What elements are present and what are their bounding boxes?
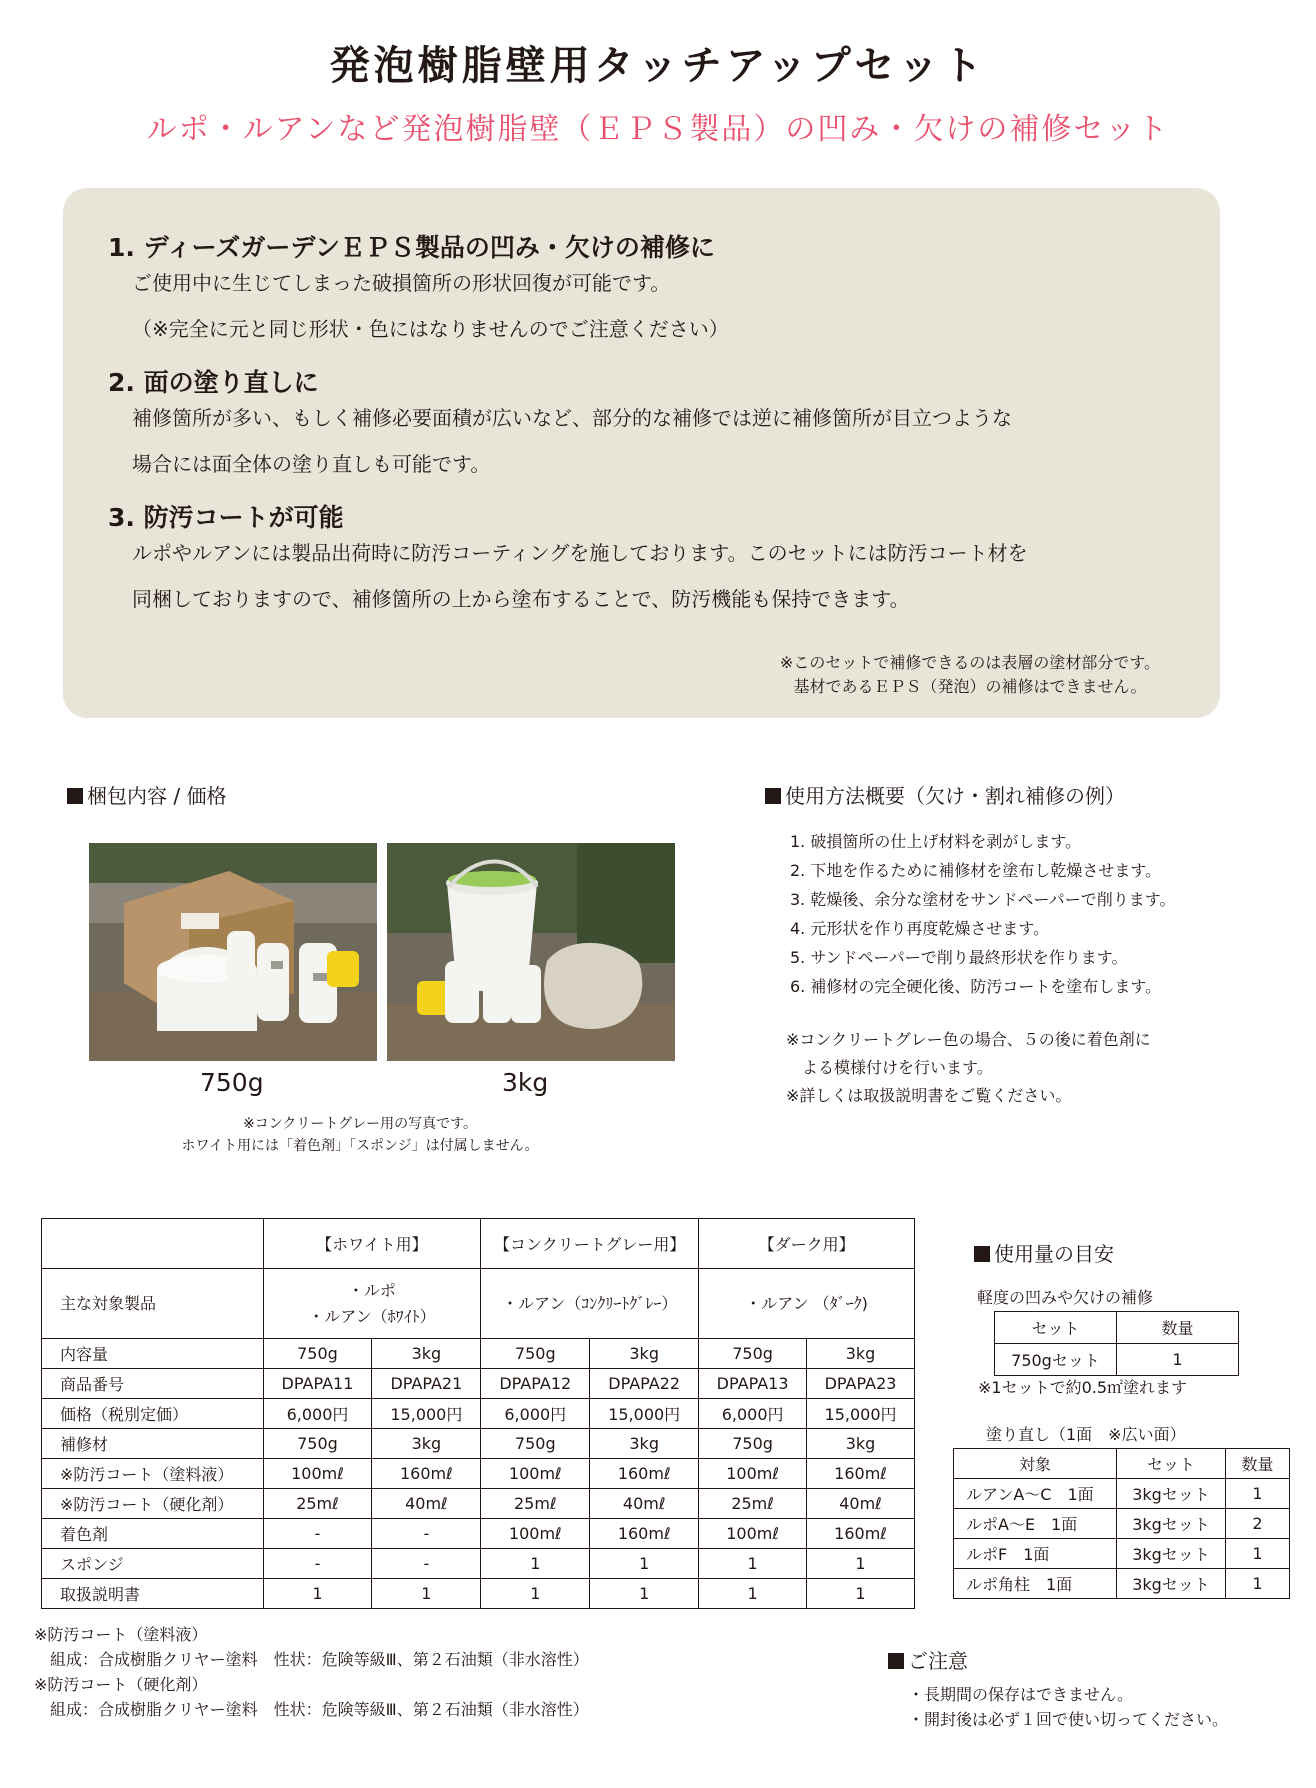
group-white: 【ホワイト用】 bbox=[263, 1219, 481, 1269]
table-row: ルポ角柱 1面 3kgセット 1 bbox=[954, 1569, 1290, 1599]
table-cell: 160mℓ bbox=[590, 1459, 699, 1489]
usage-steps bbox=[790, 827, 1175, 1001]
row-label: 着色剤 bbox=[42, 1519, 264, 1549]
repaint-table bbox=[953, 1448, 1290, 1599]
caution-item: ・開封後は必ず１回で使い切ってください。 bbox=[908, 1710, 1229, 1729]
table-cell: 25mℓ bbox=[699, 1489, 807, 1519]
table-cell: 1 bbox=[481, 1579, 590, 1609]
table-cell: 100mℓ bbox=[263, 1459, 372, 1489]
header-cell: セット bbox=[1117, 1449, 1226, 1479]
table-cell: 1 bbox=[590, 1579, 699, 1609]
product-table bbox=[41, 1218, 915, 1609]
table-row bbox=[42, 1519, 915, 1549]
table-row bbox=[42, 1579, 915, 1609]
table-row bbox=[42, 1339, 915, 1369]
header-cell: 数量 bbox=[1226, 1449, 1290, 1479]
table-cell: 3kg bbox=[807, 1429, 915, 1459]
table-cell: 160mℓ bbox=[807, 1459, 915, 1489]
table-cell: 160mℓ bbox=[807, 1519, 915, 1549]
table-row bbox=[995, 1344, 1239, 1376]
table-cell: DPAPA11 bbox=[263, 1369, 372, 1399]
group-dark: 【ダーク用】 bbox=[699, 1219, 915, 1269]
row-label: 商品番号 bbox=[42, 1369, 264, 1399]
table-cell: 1 bbox=[481, 1549, 590, 1579]
square-bullet-icon bbox=[765, 788, 781, 804]
table-cell: 40mℓ bbox=[807, 1489, 915, 1519]
table-cell: DPAPA22 bbox=[590, 1369, 699, 1399]
light-repair-table bbox=[994, 1311, 1239, 1376]
target-concrete-grey: ・ルアン（ｺﾝｸﾘｰﾄｸﾞﾚｰ） bbox=[481, 1269, 699, 1339]
table-cell: DPAPA13 bbox=[699, 1369, 807, 1399]
table-cell: - bbox=[372, 1519, 481, 1549]
light-repair-title: 軽度の凹みや欠けの補修 bbox=[977, 1288, 1154, 1307]
table-cell: 3kg bbox=[372, 1339, 481, 1369]
table-cell: - bbox=[372, 1549, 481, 1579]
feature-heading-2: 2. 面の塗り直しに bbox=[108, 368, 319, 397]
table-cell: 25mℓ bbox=[263, 1489, 372, 1519]
table-cell: 750g bbox=[481, 1429, 590, 1459]
usage-step: 2. 下地を作るために補修材を塗布し乾燥させます。 bbox=[790, 861, 1162, 880]
table-row: ルアンA～C 1面 3kgセット 1 bbox=[954, 1479, 1290, 1509]
table-cell: DPAPA21 bbox=[372, 1369, 481, 1399]
table-cell: 750g bbox=[263, 1429, 372, 1459]
table-cell: 1 bbox=[807, 1579, 915, 1609]
table-header-row bbox=[995, 1312, 1239, 1344]
table-cell: 6,000円 bbox=[699, 1399, 807, 1429]
target-dark: ・ルアン （ﾀﾞｰｸ) bbox=[699, 1269, 915, 1339]
usage-step: 5. サンドペーパーで削り最終形状を作ります。 bbox=[790, 948, 1128, 967]
usage-step: 4. 元形状を作り再度乾燥させます。 bbox=[790, 919, 1050, 938]
row-label: 主な対象製品 bbox=[42, 1269, 264, 1339]
repaint-title: 塗り直し（1面 ※広い面） bbox=[986, 1425, 1186, 1444]
table-cell: - bbox=[263, 1549, 372, 1579]
table-cell: 1 bbox=[1117, 1344, 1239, 1376]
feature-body-3: ルポやルアンには製品出荷時に防汚コーティングを施しております。このセットには防汚コート材を 同梱しておりますので、補修箇所の上から塗布することで、防汚機能も保持できます。 bbox=[132, 541, 1028, 611]
row-label: 価格（税別定価） bbox=[42, 1399, 264, 1429]
feature-note: ※このセットで補修できるのは表層の塗材部分です。 基材であるＥＰＳ（発泡）の補修はできません。 bbox=[779, 653, 1161, 696]
row-label: 内容量 bbox=[42, 1339, 264, 1369]
table-cell: - bbox=[263, 1519, 372, 1549]
caption-3kg: 3kg bbox=[502, 1068, 549, 1097]
table-cell: 160mℓ bbox=[372, 1459, 481, 1489]
square-bullet-icon bbox=[888, 1653, 904, 1669]
table-cell: 1 bbox=[699, 1579, 807, 1609]
square-bullet-icon bbox=[974, 1246, 990, 1262]
caution-item: ・長期間の保存はできません。 bbox=[908, 1685, 1133, 1704]
page-title: 発泡樹脂壁用タッチアップセット bbox=[329, 42, 987, 89]
feature-heading-3: 3. 防汚コートが可能 bbox=[108, 503, 344, 532]
usage-step: 3. 乾燥後、余分な塗材をサンドペーパーで削ります。 bbox=[790, 890, 1176, 909]
table-cell: 15,000円 bbox=[372, 1399, 481, 1429]
table-cell: 1 bbox=[699, 1549, 807, 1579]
table-row bbox=[42, 1489, 915, 1519]
table-body bbox=[42, 1339, 915, 1609]
usage-amount-heading: 使用量の目安 bbox=[974, 1238, 1114, 1267]
table-row bbox=[42, 1369, 915, 1399]
table-cell: 1 bbox=[372, 1579, 481, 1609]
table-cell: 15,000円 bbox=[807, 1399, 915, 1429]
table-corner bbox=[42, 1219, 264, 1269]
table-row-targets bbox=[42, 1269, 915, 1339]
table-cell: DPAPA23 bbox=[807, 1369, 915, 1399]
page-subtitle: ルポ・ルアンなど発泡樹脂壁（ＥＰＳ製品）の凹み・欠けの補修セット bbox=[146, 112, 1170, 147]
table-cell: 25mℓ bbox=[481, 1489, 590, 1519]
square-bullet-icon bbox=[67, 788, 83, 804]
table-cell: 15,000円 bbox=[590, 1399, 699, 1429]
table-cell: 750g bbox=[699, 1429, 807, 1459]
table-cell: 1 bbox=[807, 1549, 915, 1579]
feature-body-1: ご使用中に生じてしまった破損箇所の形状回復が可能です。 （※完全に元と同じ形状・色にはなりませんのでご注意ください） bbox=[132, 271, 729, 341]
usage-step: 1. 破損箇所の仕上げ材料を剥がします。 bbox=[790, 832, 1082, 851]
table-row bbox=[42, 1459, 915, 1489]
footnotes: ※防汚コート（塗料液） 組成：合成樹脂クリヤー塗料 性状：危険等級Ⅲ、第２石油類（非水溶性） ※防汚コート（硬化剤） 組成：合成樹脂クリヤー塗料 性状：危険等級Ⅲ、第２石油類（非水溶性） bbox=[34, 1625, 589, 1719]
table-cell: 750gセット bbox=[995, 1344, 1117, 1376]
table-cell: DPAPA12 bbox=[481, 1369, 590, 1399]
table-cell: 40mℓ bbox=[590, 1489, 699, 1519]
caution-heading: ご注意 bbox=[888, 1645, 968, 1674]
caption-750g: 750g bbox=[200, 1068, 264, 1097]
target-white: ・ルポ ・ルアン（ﾎﾜｲﾄ） bbox=[263, 1269, 481, 1339]
table-cell: 160mℓ bbox=[590, 1519, 699, 1549]
packaging-heading: 梱包内容 / 価格 bbox=[67, 780, 226, 809]
table-cell: 3kg bbox=[807, 1339, 915, 1369]
table-cell: 40mℓ bbox=[372, 1489, 481, 1519]
feature-body-2: 補修箇所が多い、もしく補修必要面積が広いなど、部分的な補修では逆に補修箇所が目立つような 場合には面全体の塗り直しも可能です。 bbox=[132, 406, 1012, 476]
caution-list bbox=[908, 1682, 1228, 1732]
table-row bbox=[42, 1399, 915, 1429]
photo-3kg bbox=[387, 843, 675, 1061]
photo-750g bbox=[89, 843, 377, 1061]
usage-heading: 使用方法概要（欠け・割れ補修の例） bbox=[765, 780, 1125, 809]
row-label: ※防汚コート（塗料液） bbox=[42, 1459, 264, 1489]
table-cell: 750g bbox=[481, 1339, 590, 1369]
table-row bbox=[42, 1549, 915, 1579]
table-cell: 6,000円 bbox=[481, 1399, 590, 1429]
table-cell: 3kg bbox=[590, 1339, 699, 1369]
table-cell: 100mℓ bbox=[699, 1459, 807, 1489]
header-cell: 数量 bbox=[1117, 1312, 1239, 1344]
table-cell: 3kg bbox=[372, 1429, 481, 1459]
table-cell: 1 bbox=[263, 1579, 372, 1609]
usage-step: 6. 補修材の完全硬化後、防汚コートを塗布します。 bbox=[790, 977, 1162, 996]
table-cell: 6,000円 bbox=[263, 1399, 372, 1429]
table-cell: 1 bbox=[590, 1549, 699, 1579]
light-repair-note: ※1セットで約0.5㎡塗れます bbox=[978, 1378, 1188, 1397]
table-cell: 750g bbox=[699, 1339, 807, 1369]
header-cell: 対象 bbox=[954, 1449, 1117, 1479]
row-label: スポンジ bbox=[42, 1549, 264, 1579]
feature-heading-1: 1. ディーズガーデンＥＰＳ製品の凹み・欠けの補修に bbox=[108, 233, 715, 262]
row-label: 取扱説明書 bbox=[42, 1579, 264, 1609]
table-row: ルポF 1面 3kgセット 1 bbox=[954, 1539, 1290, 1569]
table-cell: 100mℓ bbox=[699, 1519, 807, 1549]
table-header-row bbox=[42, 1219, 915, 1269]
table-row bbox=[42, 1429, 915, 1459]
header-cell: セット bbox=[995, 1312, 1117, 1344]
photo-note: ※コンクリートグレー用の写真です。 ホワイト用には「着色剤」「スポンジ」は付属しません。 bbox=[181, 1116, 539, 1154]
row-label: 補修材 bbox=[42, 1429, 264, 1459]
table-header-row bbox=[954, 1449, 1290, 1479]
table-cell: 100mℓ bbox=[481, 1519, 590, 1549]
row-label: ※防汚コート（硬化剤） bbox=[42, 1489, 264, 1519]
group-concrete-grey: 【コンクリートグレー用】 bbox=[481, 1219, 699, 1269]
usage-notes: ※コンクリートグレー色の場合、５の後に着色剤に よる模様付けを行います。 ※詳しくは取扱説明書をご覧ください。 bbox=[786, 1030, 1151, 1105]
table-cell: 750g bbox=[263, 1339, 372, 1369]
table-cell: 3kg bbox=[590, 1429, 699, 1459]
table-row: ルポA～E 1面 3kgセット 2 bbox=[954, 1509, 1290, 1539]
table-cell: 100mℓ bbox=[481, 1459, 590, 1489]
